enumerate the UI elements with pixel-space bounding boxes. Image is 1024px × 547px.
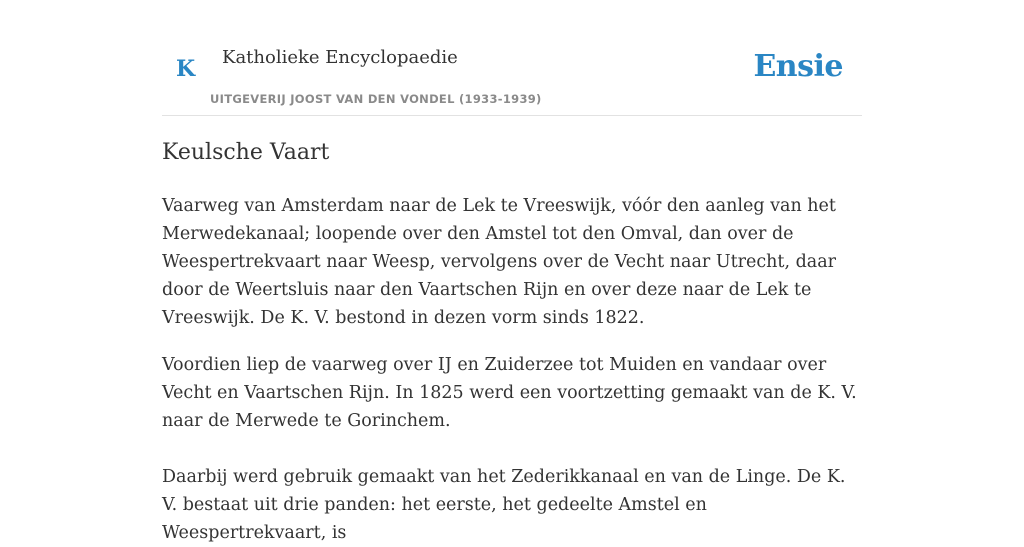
article-paragraph-3: Daarbij werd gebruik gemaakt van het Zederikkanaal en van de Linge. De K. V. bestaat uit drie panden: het eerste, het gedeelte Amstel en Weespertrekvaart, is (162, 467, 846, 543)
publisher-subtitle: UITGEVERIJ JOOST VAN DEN VONDEL (1933-1939) (210, 92, 542, 106)
article-paragraph-2: Voordien liep de vaarweg over IJ en Zuiderzee tot Muiden en vandaar over Vecht en Vaartschen Rijn. In 1825 werd een voortzetting gemaakt van de K. V. naar de Merwede te Gorinchem. (162, 355, 857, 431)
encyclopedia-title-link[interactable]: Katholieke Encyclopaedie (222, 47, 458, 68)
encyclopedia-logo-icon[interactable]: K (176, 56, 196, 82)
site-header (162, 40, 862, 116)
article-paragraph-1: Vaarweg van Amsterdam naar de Lek te Vreeswijk, vóór den aanleg van het Merwedekanaal; loopende over den Amstel tot den Omval, dan over de Weespertrekvaart naar Weesp, vervolgens over de Vecht naar Utrecht, daar door de Weertsluis naar den Vaartschen Rijn en over deze naar de Lek te Vreeswijk. De K. V. bestond in dezen vorm sinds 1822. (162, 196, 837, 328)
article-title: Keulsche Vaart (162, 140, 330, 165)
ensie-logo-link[interactable]: Ensie (753, 49, 843, 84)
